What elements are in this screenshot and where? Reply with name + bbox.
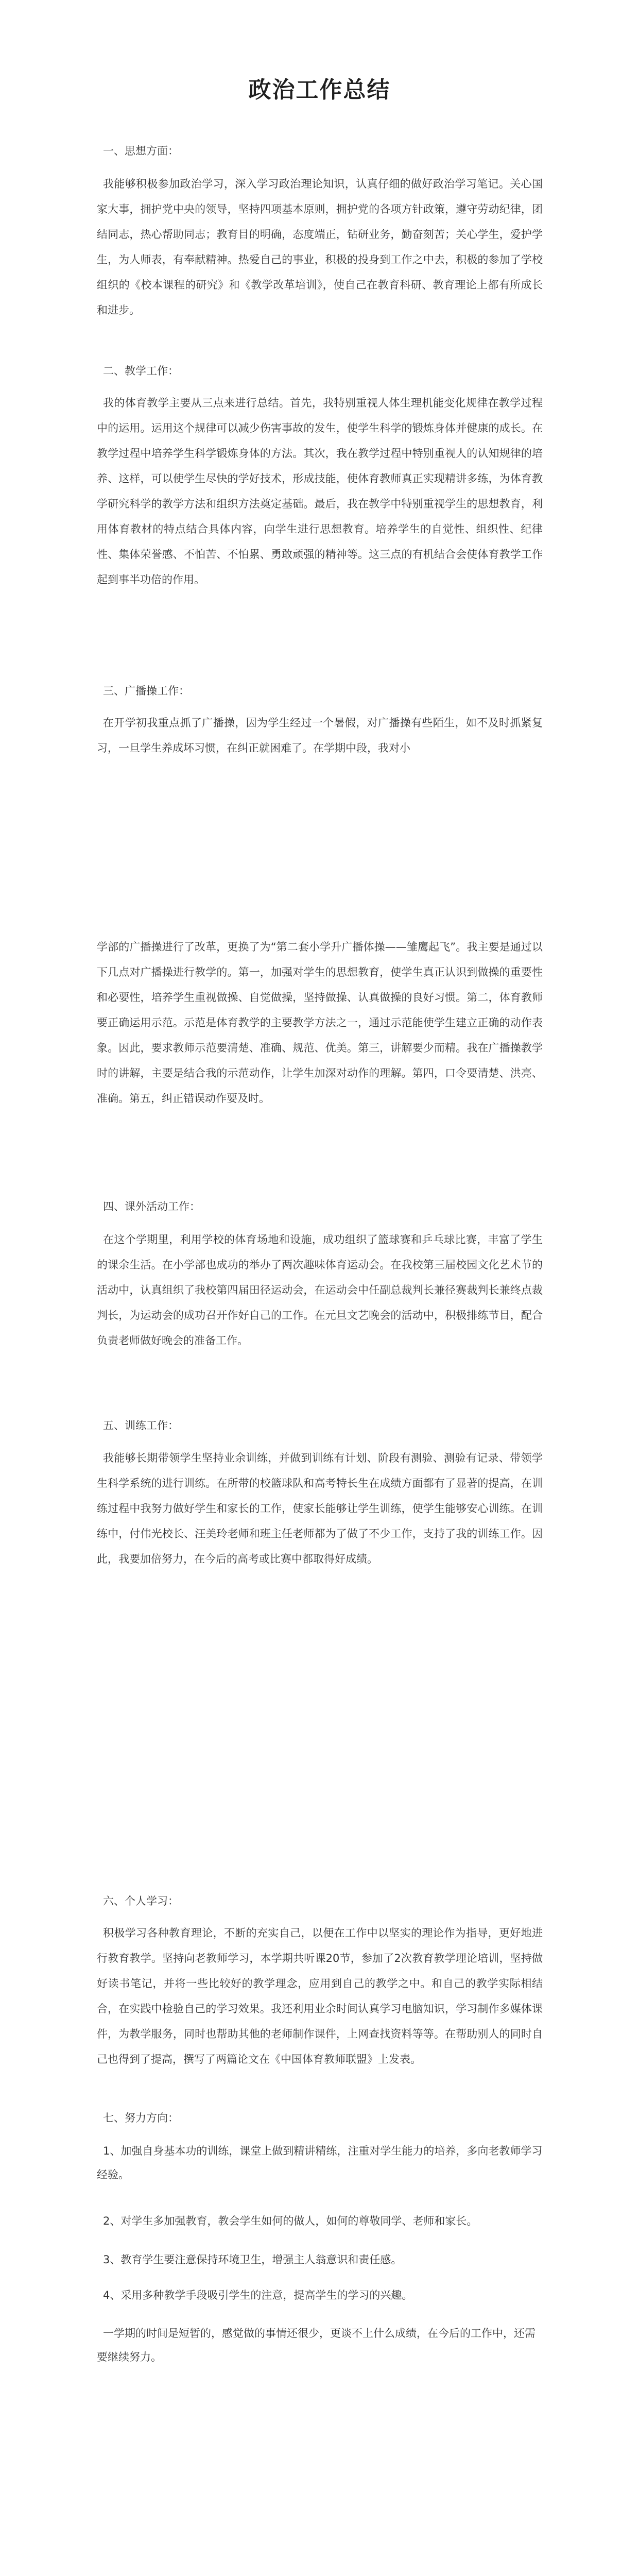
section-paragraph: 我能够积极参加政治学习，深入学习政治理论知识，认真仔细的做好政治学习笔记。关心国家大事，拥护党中央的领导，坚持四项基本原则，拥护党的各项方针政策，遵守劳动纪律，团结同志，热心帮助同志；教育目的明确，态度端正，钻研业务，勤奋刻苦；关心学生，爱护学生，为人师表，有奉献精神。热爱自己的事业，积极的投身到工作之中去，积极的参加了学校组织的《校本课程的研究》和《教学改革培训》，使自己在教育科研、教育理论上都有所成长和进步。	[97, 178, 543, 316]
section-training	[97, 1417, 543, 1434]
section-heading: 四、课外活动工作：	[103, 1200, 200, 1213]
section-paragraph: 学部的广播操进行了改革，更换了为“第二套小学升广播体操——雏鹰起飞”。我主要是通过以下几点对广播操进行教学的。第一，加强对学生的思想教育，使学生真正认识到做操的重要性和必要性，培养学生重视做操、自觉做操，坚持做操、认真做操的良好习惯。第二，体育教师要正确运用示范。示范是体育教学的主要教学方法之一，通过示范能使学生建立正确的动作表象。因此，要求教师示范要清楚、准确、规范、优美。第三，讲解要少而精。我在广播操教学时的讲解，主要是结合我的示范动作，让学生加深对动作的理解。第四，口令要清楚、洪亮、准确。第五，纠正错误动作要及时。	[97, 941, 543, 1105]
section-heading: 五、训练工作：	[103, 1419, 179, 1432]
section-paragraph: 我的体育教学主要从三点来进行总结。首先，我特别重视人体生理机能变化规律在教学过程中的运用。运用这个规律可以减少伤害事故的发生，使学生科学的锻炼身体并健康的成长。在教学过程中培养学生科学锻炼身体的方法。其次，我在教学过程中特别重视人的认知规律的培养、这样，可以使学生尽快的学好技术，形成技能，使体育教师真正实现精讲多练，为体育教学研究科学的教学方法和组织方法奠定基础。最后，我在教学中特别重视学生的思想教育，利用体育教材的特点结合具体内容，向学生进行思想教育。培养学生的自觉性、组织性、纪律性、集体荣誉感、不怕苦、不怕累、勇敢顽强的精神等。这三点的有机结合会使体育教学工作起到事半功倍的作用。	[97, 397, 543, 586]
section-direction	[97, 2109, 543, 2127]
direction-item: 3、教育学生要注意保持环境卫生，增强主人翁意识和责任感。	[103, 2253, 402, 2266]
section-paragraph: 在这个学期里，利用学校的体育场地和设施，成功组织了篮球赛和乒乓球比赛，丰富了学生的课余生活。在小学部也成功的举办了两次趣味体育运动会。在我校第三届校园文化艺术节的活动中，认真组织了我校第四届田径运动会，在运动会中任副总裁判长兼径赛裁判长兼终点裁判长，为运动会的成功召开作好自己的工作。在元旦文艺晚会的活动中，积极排练节目，配合负责老师做好晚会的准备工作。	[97, 1233, 543, 1347]
section-heading: 二、教学工作：	[103, 365, 179, 377]
direction-item: 2、对学生多加强教育，教会学生如何的做人，如何的尊敬同学、老师和家长。	[103, 2215, 478, 2227]
section-heading: 三、广播操工作：	[103, 685, 189, 697]
section-personal-study	[97, 1892, 543, 1910]
section-paragraph: 在开学初我重点抓了广播操，因为学生经过一个暑假，对广播操有些陌生，如不及时抓紧复习，一旦学生养成坏习惯，在纠正就困难了。在学期中段，我对小	[97, 717, 543, 754]
section-heading: 七、努力方向：	[103, 2112, 179, 2124]
section-extracurricular	[97, 1198, 543, 1215]
direction-item-1	[97, 2139, 543, 2187]
direction-item-4	[97, 2283, 543, 2307]
section-teaching-body	[97, 391, 543, 592]
section-paragraph: 积极学习各种教育理论，不断的充实自己，以便在工作中以坚实的理论作为指导，更好地进行教育教学。坚持向老教师学习，本学期共听课20节，参加了2次教育教学理论培训，坚持做好读书笔记，并将一些比较好的教学理念，应用到自己的教学之中。和自己的教学实际相结合，在实践中检验自己的学习效果。我还利用业余时间认真学习电脑知识，学习制作多媒体课件，为教学服务，同时也帮助其他的老师制作课件，上网查找资料等等。在帮助别人的同时自己也得到了提高，撰写了两篇论文在《中国体育教师联盟》上发表。	[97, 1927, 543, 2065]
section-training-body	[97, 1446, 543, 1572]
section-heading: 一、思想方面：	[103, 145, 179, 157]
section-teaching	[97, 362, 543, 380]
section-broadcast-body-part1	[97, 710, 543, 761]
section-personal-study-body	[97, 1921, 543, 2072]
section-paragraph: 我能够长期带领学生坚持业余训练，并做到训练有计划、阶段有测验、测验有记录、带领学生科学系统的进行训练。在所带的校篮球队和高考特长生在成绩方面都有了显著的提高，在训练过程中我努力做好学生和家长的工作，使家长能够让学生训练，使学生能够安心训练。在训练中，付伟光校长、汪美玲老师和班主任老师都为了做了不少工作，支持了我的训练工作。因此，我要加倍努力，在今后的高考或比赛中都取得好成绩。	[97, 1452, 543, 1565]
direction-item-2	[97, 2209, 543, 2233]
direction-item: 1、加强自身基本功的训练，课堂上做到精讲精练，注重对学生能力的培养，多向老教师学习经验。	[97, 2145, 543, 2181]
direction-item: 4、采用多种教学手段吸引学生的注意，提高学生的学习的兴趣。	[103, 2289, 413, 2301]
section-thought	[97, 142, 543, 160]
direction-item-3	[97, 2248, 543, 2272]
closing-text: 一学期的时间是短暂的，感觉做的事情还很少，更谈不上什么成绩，在今后的工作中，还需要继续努力。	[97, 2327, 536, 2363]
document-title: 政治工作总结	[248, 77, 391, 103]
section-extracurricular-body	[97, 1227, 543, 1353]
section-broadcast-exercise	[97, 682, 543, 700]
section-thought-body	[97, 172, 543, 323]
section-broadcast-body-part2	[97, 935, 543, 1111]
closing-paragraph	[97, 2321, 543, 2369]
section-heading: 六、个人学习：	[103, 1895, 179, 1907]
